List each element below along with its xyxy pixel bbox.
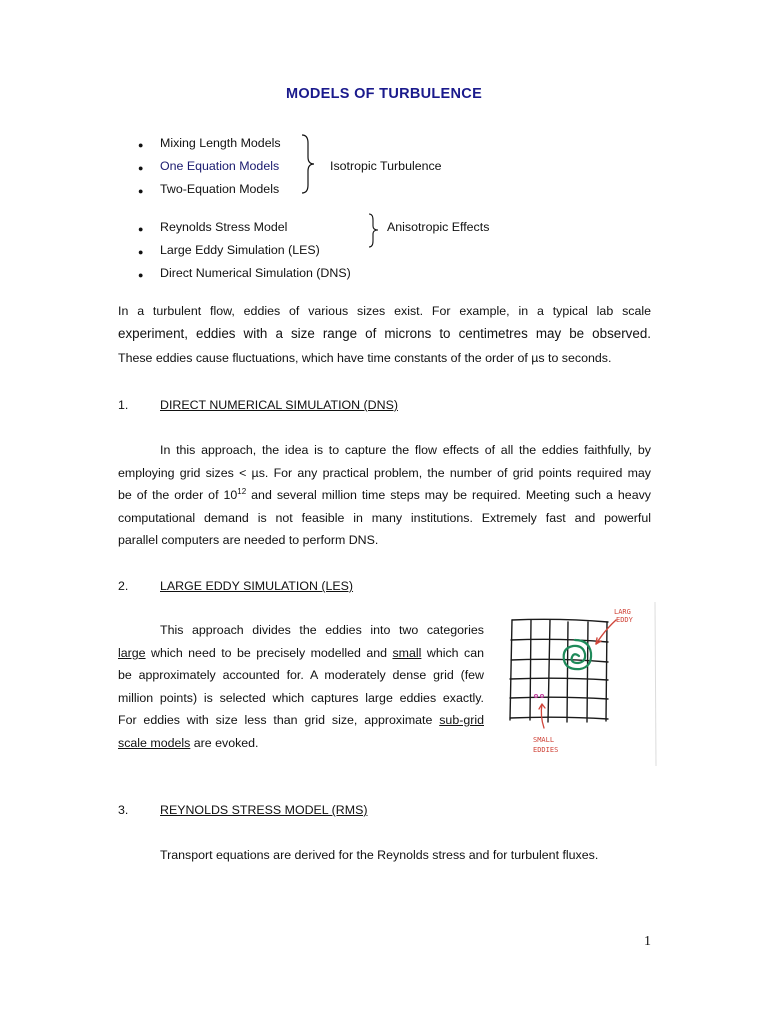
small-eddy-label: SMALL — [533, 736, 555, 744]
curly-brace-icon — [368, 213, 380, 249]
section-heading: REYNOLDS STRESS MODEL (RMS) — [160, 803, 368, 817]
figure-edge-line — [655, 602, 656, 766]
bullet-icon: ● — [138, 247, 144, 257]
dns-text-line: computational demand is not feasible in many institutions. Extremely fast and powerful — [118, 511, 651, 525]
small-eddy-arrow-icon — [539, 704, 545, 728]
section-number: 3. — [118, 803, 129, 817]
les-text-line: For eddies with size less than grid size, approximate sub-grid — [118, 713, 484, 727]
les-text-line: million points) is selected which captures large eddies exactly. — [118, 691, 484, 705]
curly-brace-icon — [300, 133, 316, 195]
intro-line: In a turbulent flow, eddies of various sizes exist. For example, in a typical lab scale — [118, 304, 651, 318]
list-item: One Equation Models — [160, 159, 280, 173]
anisotropic-label: Anisotropic Effects — [387, 220, 490, 234]
dns-text-line: parallel computers are needed to perform DNS. — [118, 533, 379, 547]
intro-line: experiment, eddies with a size range of microns to centimetres may be observed. — [118, 326, 651, 341]
list-item: Reynolds Stress Model — [160, 220, 288, 234]
dns-text-line: employing grid sizes < µs. For any practical problem, the number of grid points required may — [118, 466, 651, 480]
list-item: Direct Numerical Simulation (DNS) — [160, 266, 351, 280]
rsm-text-line: Transport equations are derived for the Reynolds stress and for turbulent fluxes. — [160, 848, 599, 862]
les-text-line: be approximately accounted for. A moderately dense grid (few — [118, 668, 484, 682]
grid-lines — [510, 619, 608, 722]
les-text-line: scale models are evoked. — [118, 736, 259, 750]
section-number: 2. — [118, 579, 129, 593]
section-heading: LARGE EDDY SIMULATION (LES) — [160, 579, 354, 593]
small-eddy-label: EDDIES — [533, 746, 559, 754]
list-item: Large Eddy Simulation (LES) — [160, 243, 320, 257]
page-number: 1 — [644, 934, 651, 949]
section-number: 1. — [118, 398, 129, 412]
dns-text-line: In this approach, the idea is to capture the flow effects of all the eddies faithfully, by — [160, 443, 651, 457]
dns-text-line: be of the order of $10^{12}$ and several million time steps may be required. Meeting such a heavy — [118, 486, 651, 502]
bullet-icon: ● — [138, 270, 144, 280]
page-title: MODELS OF TURBULENCE — [285, 86, 483, 102]
bullet-icon: ● — [138, 224, 144, 234]
large-eddy-label: LARG — [614, 608, 631, 616]
bullet-icon: ● — [138, 186, 144, 196]
large-eddy-label: EDDY — [616, 616, 633, 624]
section-heading: DIRECT NUMERICAL SIMULATION (DNS) — [160, 398, 398, 412]
bullet-icon: ● — [138, 163, 144, 173]
bullet-icon: ● — [138, 140, 144, 150]
les-grid-sketch — [500, 600, 660, 770]
les-text-line: large which need to be precisely modelled and small which can — [118, 646, 484, 660]
large-eddy-arrow-icon — [596, 620, 616, 644]
les-text-line: This approach divides the eddies into two categories — [160, 623, 484, 637]
intro-line: These eddies cause fluctuations, which have time constants of the order of µs to seconds. — [118, 351, 612, 365]
list-item: Two-Equation Models — [160, 182, 280, 196]
list-item: Mixing Length Models — [160, 136, 281, 150]
isotropic-label: Isotropic Turbulence — [330, 159, 442, 173]
